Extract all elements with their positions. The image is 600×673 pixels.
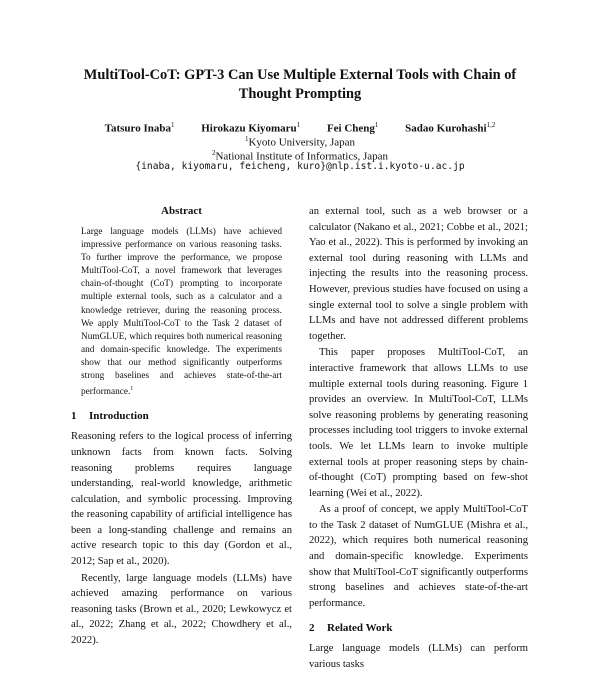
section-title: Related Work bbox=[327, 622, 393, 635]
author-name: Sadao Kurohashi bbox=[405, 122, 487, 135]
intro-paragraph-5: As a proof of concept, we apply MultiTool-CoT to the Task 2 dataset of NumGLUE (Mishra et al., 2022), which requires both numerical reasoning and domain-specific knowledge. Experiments show that MultiTool-CoT significantly outperforms strong baselines and achieves state-of-the-art performance. bbox=[309, 504, 528, 609]
affiliation-mark: 1 bbox=[244, 135, 249, 143]
section-number: 2 bbox=[309, 622, 315, 635]
intro-paragraph-4: This paper proposes MultiTool-CoT, an interactive framework that allows LLMs to use multiple external tools during reasoning. Figure 1 provides an overview. In MultiTool-CoT, LLMs solve reasoning problems by generating reasoning processes including tool triggers to invoke external tools. We let LLMs learn to invoke multiple external tools at proper reasoning steps by chain-of-thought (CoT) prompting based on few-shot learning (Wei et al., 2022). bbox=[309, 347, 528, 499]
section-number: 1 bbox=[71, 410, 77, 423]
affiliation-mark: 2 bbox=[211, 149, 216, 157]
title-line-1: MultiTool-CoT: GPT-3 Can Use Multiple External Tools with Chain of bbox=[83, 67, 517, 83]
author-affil-mark: 1 bbox=[170, 121, 175, 129]
author-affil-mark: 1 bbox=[296, 121, 301, 129]
author-affil-mark: 1,2 bbox=[486, 121, 496, 129]
footnote-mark: 1 bbox=[130, 386, 134, 393]
right-column bbox=[309, 204, 528, 673]
author-name: Tatsuro Inaba bbox=[104, 122, 171, 135]
affiliation-text: National Institute of Informatics, Japan bbox=[215, 150, 389, 163]
title-line-2: Thought Prompting bbox=[238, 86, 362, 102]
affiliation-text: Kyoto University, Japan bbox=[248, 136, 356, 149]
intro-paragraph-2: Recently, large language models (LLMs) have achieved amazing performance on various reasoning tasks (Brown et al., 2020; Lewkowycz et al., 2022; Zhang et al., 2022; Chowdhery et al., 2022). bbox=[71, 572, 292, 647]
author-emails: {inaba, kiyomaru, feicheng, kuro}@nlp.ist.i.kyoto-u.ac.jp bbox=[135, 161, 465, 172]
abstract-heading: Abstract bbox=[161, 205, 202, 217]
abstract-text bbox=[81, 226, 282, 399]
intro-paragraph-1: Reasoning refers to the logical process of inferring unknown facts from known facts. Solving reasoning problems requires language understanding, real-world knowledge, arithmetic calculation, and symbolic processing. Improving the reasoning capability of artificial intelligence has been a long-standing challenge and remains an active research topic to this day (Gordon et al., 2012; Sap et al., 2020). bbox=[71, 431, 292, 568]
intro-paragraph-3: an external tool, such as a web browser or a calculator (Nakano et al., 2021; Cobbe et al., 2021; Yao et al., 2022). This is performed by invoking an external tool during reasoning with LLMs and injecting the results into the reasoning process. However, previous studies have focused on using a single external tool to solve a single problem with LLMs and have not addressed different problems together. bbox=[309, 206, 528, 342]
section-title: Introduction bbox=[89, 410, 149, 423]
author-name: Hirokazu Kiyomaru bbox=[201, 122, 297, 135]
related-work-paragraph: Large language models (LLMs) can perform various tasks bbox=[309, 643, 528, 671]
author-name: Fei Cheng bbox=[326, 122, 375, 135]
left-column bbox=[71, 204, 292, 649]
author-affil-mark: 1 bbox=[374, 121, 379, 129]
section-heading-introduction bbox=[71, 409, 292, 423]
section-heading-related-work bbox=[309, 621, 528, 635]
paper-title bbox=[60, 66, 540, 104]
abstract-body: Large language models (LLMs) have achieved impressive performance on various reasoning tasks. To further improve the performance, we propose MultiTool-CoT, a novel framework that leverages chain-of-thought (CoT) prompting to incorporate multiple external tools, such as a calculator and a knowledge retriever, during the reasoning process. We apply MultiTool-CoT to the Task 2 dataset of NumGLUE, which requires both numerical reasoning and domain-specific knowledge. The experiments show that our method significantly outperforms strong baselines and achieves state-of-the-art performance. bbox=[81, 227, 282, 398]
